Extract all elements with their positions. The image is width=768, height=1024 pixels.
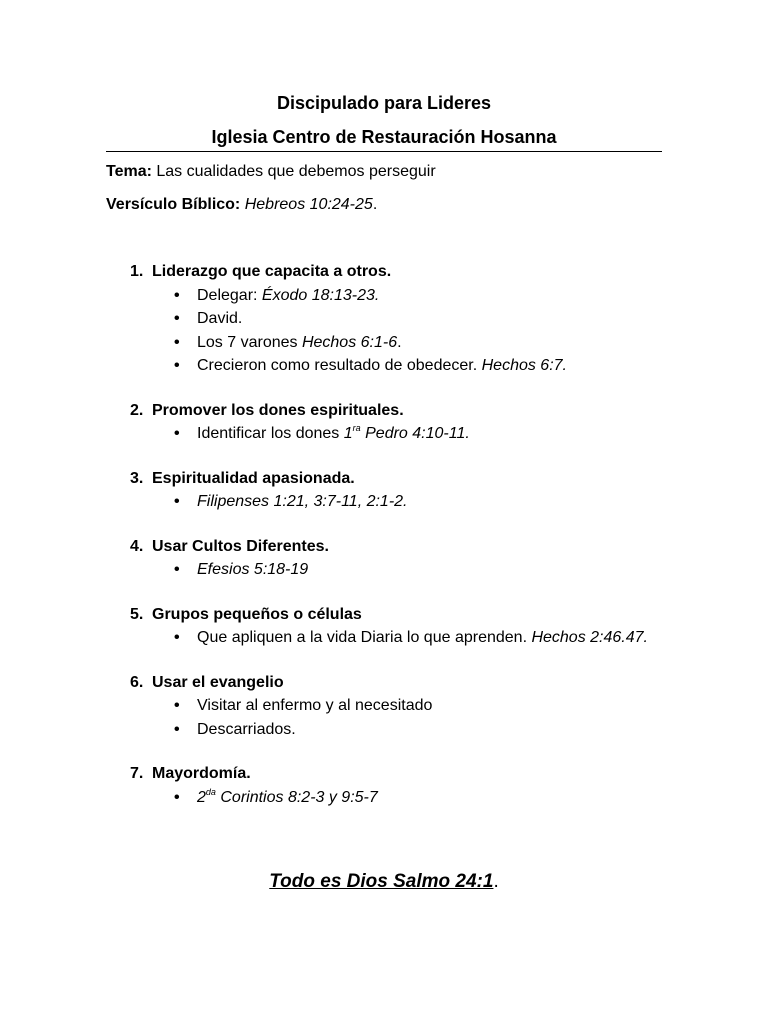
bullet-icon: • [174,629,180,646]
list-item [106,626,662,650]
bullet-icon: • [174,333,180,351]
versiculo-value: Hebreos 10:24-25 [244,196,373,213]
bullet-reference: Corintios 8:2-3 y 9:5-7 [215,788,378,806]
bullet-icon: • [174,425,180,442]
bullet-icon: • [174,788,180,806]
section-heading [106,399,662,423]
bullet-ordinal-suffix: da [205,786,216,797]
section [106,603,662,650]
section-heading [106,260,662,284]
list-item [106,284,662,308]
bullet-icon: • [174,310,180,327]
section-title: Grupos pequeños o células [152,605,362,623]
section-title: Liderazgo que capacita a otros. [152,263,392,280]
bullet-icon: • [174,357,180,374]
bullet-icon: • [174,561,180,578]
bullet-icon: • [174,493,180,510]
section-title: Usar Cultos Diferentes. [152,537,329,555]
bullet-text: Los 7 varones [197,333,302,351]
section-number: 4. [130,537,144,555]
bullet-text: Descarriados. [197,720,296,738]
list-item [106,718,662,742]
bullet-text: Que apliquen a la vida Diaria lo que aprenden. [197,629,532,646]
section-title: Espiritualidad apasionada. [152,469,355,487]
bullet-list [106,558,662,582]
tema-value: Las cualidades que debemos perseguir [151,163,436,180]
section-title: Promover los dones espirituales. [152,401,404,419]
list-item [106,694,662,718]
list-item [106,354,662,378]
bullet-list [106,786,662,810]
list-item [106,307,662,331]
bullet-text: Delegar: [197,286,262,304]
section-number: 1. [130,263,144,280]
bullet-text: Identificar los dones [197,425,344,442]
bullet-reference: Hechos 6:7. [481,357,567,374]
tema-line [106,162,436,182]
section-heading [106,671,662,695]
title-underline-rule [106,151,662,152]
section-title: Usar el evangelio [152,673,284,691]
bullet-text: David. [197,310,243,327]
document-subtitle: Iglesia Centro de Restauración Hosanna [211,127,557,147]
versiculo-label: Versículo Bíblico: [106,196,241,213]
section-number: 5. [130,605,144,623]
section-number: 3. [130,469,144,487]
section [106,467,662,514]
bullet-text: Visitar al enfermo y al necesitado [197,697,433,714]
versiculo-period: . [372,196,378,213]
section-heading [106,535,662,559]
footer-period: . [493,871,499,892]
bullet-trailing-text: . [397,333,402,351]
section [106,671,662,742]
list-item [106,490,662,514]
section-title: Mayordomía. [152,765,251,782]
section-number: 6. [130,673,144,691]
bullet-reference: Filipenses 1:21, 3:7-11, 2:1-2. [197,493,408,510]
bullet-reference: Hechos 2:46.47. [531,629,648,646]
tema-label: Tema: [106,163,152,180]
bullet-text: Crecieron como resultado de obedecer. [197,357,482,374]
section-heading [106,762,662,786]
bullet-reference: Hechos 6:1-6 [301,333,398,351]
bullet-reference: Efesios 5:18-19 [197,561,309,578]
versiculo-line [106,195,377,215]
section [106,260,662,378]
section-number: 7. [130,765,144,782]
bullet-reference: Éxodo 18:13-23. [261,286,380,304]
footer-line [106,870,662,894]
section [106,762,662,809]
section [106,535,662,582]
bullet-reference: Pedro 4:10-11. [360,425,470,442]
bullet-list [106,422,662,446]
list-item [106,558,662,582]
section [106,399,662,446]
bullet-list [106,626,662,650]
bullet-icon: • [174,697,180,714]
bullet-icon: • [174,720,180,738]
document-title: Discipulado para Lideres [276,93,492,113]
list-item [106,422,662,446]
sections-list [106,260,662,830]
bullet-icon: • [174,286,180,304]
bullet-list [106,284,662,378]
bullet-ordinal: 1 [343,425,353,442]
footer-text: Todo es Dios Salmo 24:1 [269,871,494,892]
bullet-ordinal-suffix: ra [352,423,361,433]
list-item [106,331,662,355]
section-heading [106,603,662,627]
bullet-list [106,490,662,514]
bullet-list [106,694,662,741]
section-number: 2. [130,401,144,419]
list-item [106,786,662,810]
bullet-ordinal: 2 [197,788,206,806]
section-heading [106,467,662,491]
